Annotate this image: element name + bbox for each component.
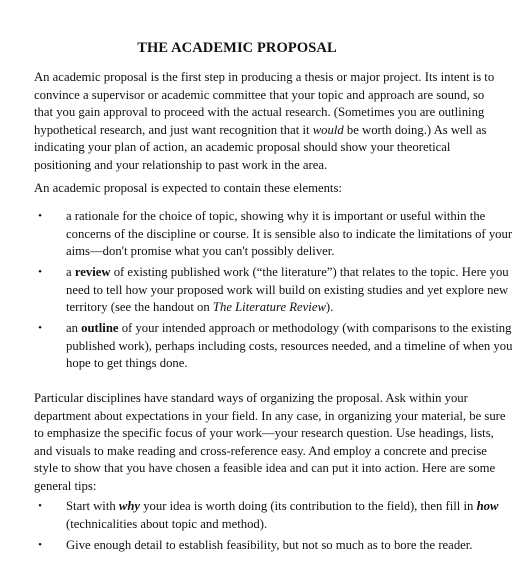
- bullet-text: [66, 264, 509, 317]
- bullet-line: [66, 264, 509, 282]
- text-run: of existing published work (“the literature”) that relates to the topic. Here you: [110, 265, 509, 279]
- text-run: ).: [325, 300, 334, 315]
- text-run: Start with: [66, 499, 119, 513]
- bullet-line: [66, 299, 448, 317]
- document-title: THE ACADEMIC PROPOSAL: [137, 40, 337, 56]
- paragraph-line: Particular disciplines have standard ways of organizing the proposal. Ask within your: [34, 391, 468, 405]
- paragraph-line: that you gain approval to proceed with the actual research. (Sometimes you are outlining: [34, 105, 485, 120]
- bullet-line: aims—don't promise what you can't possibly deliver.: [66, 244, 335, 259]
- text-run: your idea is worth doing (its contribution to the field), then fill in: [140, 499, 477, 513]
- emphasis-term: how: [476, 499, 499, 513]
- bullet-text: [66, 498, 499, 533]
- paragraph-line: and visuals to make reading and cross-reference easy. And employ a concrete and precise: [34, 443, 487, 458]
- text-run: an: [66, 321, 82, 335]
- organizing-paragraph: [34, 390, 506, 496]
- bullet-line: published work), perhaps including costs, resources needed, and a timeline of when you: [66, 338, 512, 353]
- bullet-line: (technicalities about topic and method).: [66, 516, 268, 531]
- bullet-line: [66, 498, 499, 516]
- intro-paragraph: [34, 69, 495, 175]
- paragraph-line: indicating your plan of action, an academic proposal should show your theoretical: [34, 140, 451, 155]
- bullet-line: hope to get things done.: [66, 356, 188, 371]
- paragraph-line: [34, 122, 487, 140]
- paragraph-line: department about expectations in your field. In any case, in organizing your material, be sure: [34, 408, 506, 423]
- emphasis-text: The Literature Review: [212, 300, 326, 315]
- paragraph-line: An academic proposal is the first step in producing a thesis or major project. Its intent is to: [34, 70, 495, 84]
- bullet-icon: •: [38, 210, 42, 222]
- bullet-text: [66, 208, 512, 261]
- bullet-line: need to tell how your proposed work will build on existing studies and yet explore new: [66, 282, 509, 297]
- bullet-text: [66, 320, 512, 373]
- emphasis-term: why: [118, 499, 141, 513]
- bold-term: review: [74, 265, 111, 279]
- paragraph-line: positioning and your relationship to past work in the area.: [34, 157, 328, 172]
- paragraph-line: general tips:: [34, 478, 97, 493]
- bullet-icon: •: [38, 266, 42, 278]
- bullet-icon: •: [38, 539, 42, 551]
- paragraph-line: convince a supervisor or academic committee that your topic and approach are sound, so: [34, 87, 485, 102]
- bullet-line: Give enough detail to establish feasibility, but not so much as to bore the reader.: [66, 538, 473, 552]
- paragraph-line: to emphasize the specific focus of your work—your research question. Use headings, lists,: [34, 426, 494, 441]
- bullet-line: [66, 320, 512, 338]
- bullet-line: a rationale for the choice of topic, showing why it is important or useful within the: [66, 209, 486, 223]
- bullet-line: concerns of the discipline or course. It is sensible also to indicate the limitations of your: [66, 226, 512, 241]
- bullet-icon: •: [38, 500, 42, 512]
- bold-term: outline: [81, 321, 119, 335]
- paragraph-line: style to show that you have chosen a feasible idea and can put it into action. Here are some: [34, 461, 496, 476]
- text-run: a: [66, 265, 75, 279]
- text-run: hypothetical research, and just want recognition that it: [34, 122, 313, 137]
- elements-intro-paragraph: An academic proposal is expected to contain these elements:: [34, 181, 342, 195]
- emphasis-text: would: [312, 122, 344, 137]
- text-run: of your intended approach or methodology (with comparisons to the existing: [118, 321, 512, 335]
- bullet-text: [66, 537, 473, 555]
- text-run: be worth doing.) As well as: [343, 122, 487, 137]
- text-run: territory (see the handout on: [66, 300, 213, 315]
- bullet-icon: •: [38, 322, 42, 334]
